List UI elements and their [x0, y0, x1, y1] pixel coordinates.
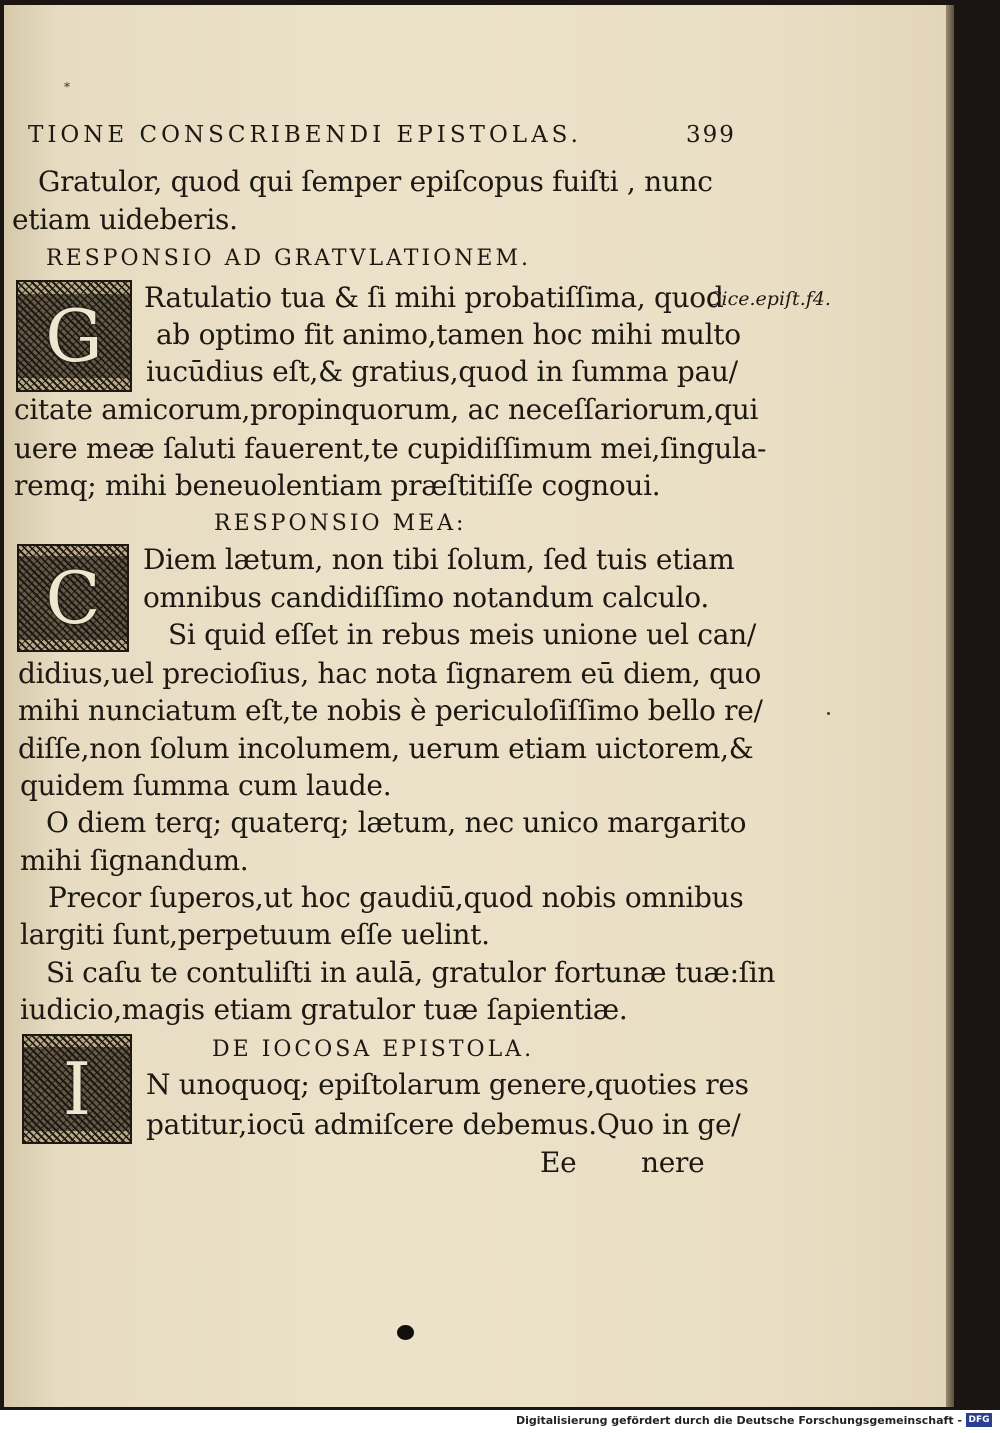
text-line: diſſe,non ſolum incolumem, uerum etiam uictorem,& [18, 732, 754, 765]
ink-blot [397, 1325, 414, 1340]
text-line: etiam uideberis. [12, 203, 238, 236]
text-line: ab optimo fit animo,tamen hoc mihi multo [156, 318, 741, 351]
dfg-logo: DFG [966, 1413, 992, 1427]
text-line: uere meæ ſaluti fauerent,te cupidiſſimum mei,ſingula- [14, 432, 767, 465]
text-line: remq; mihi beneuolentiam præſtitiſſe cognoui. [14, 469, 661, 502]
text-line: Si quid eſſet in rebus meis unione uel can/ [168, 618, 756, 651]
text-line: N unoquoq; epiſtolarum genere,quoties res [146, 1068, 749, 1101]
catchword: nere [641, 1146, 705, 1179]
decorated-initial-i: I [22, 1034, 132, 1144]
page-number: 399 [686, 122, 736, 148]
text-line: mihi nunciatum eſt,te nobis è periculoſiſſimo bello re/ [18, 694, 763, 727]
text-line: Precor ſuperos,ut hoc gaudiū,quod nobis omnibus [48, 881, 744, 914]
text-line: largiti ſunt,perpetuum eſſe uelint. [20, 918, 490, 951]
text-line: O diem terq; quaterq; lætum, nec unico margarito [46, 806, 747, 839]
page-edge [946, 5, 954, 1407]
decorated-initial-g: G [16, 280, 132, 392]
text-line: didius,uel precioſius, hac nota ſignarem eū diem, quo [18, 657, 762, 690]
text-line: patitur,iocū admiſcere debemus.Quo in ge/ [146, 1108, 741, 1141]
text-line: Diem lætum, non tibi ſolum, ſed tuis etiam [143, 543, 735, 576]
text-line: iucūdius eſt,& gratius,quod in ſumma pau/ [146, 355, 738, 388]
text-line: Gratulor, quod qui ſemper epiſcopus fuiſti , nunc [38, 165, 713, 198]
section-heading: RESPONSIO AD GRATVLATIONEM. [46, 246, 532, 271]
corner-mark: * [64, 80, 70, 94]
text-line: Si caſu te contuliſti in aulā, gratulor fortunæ tuæ:ſin [46, 956, 776, 989]
text-line: omnibus candidiſſimo notandum calculo. [143, 581, 709, 614]
text-line: iudicio,magis etiam gratulor tuæ ſapientiæ. [20, 993, 628, 1026]
section-heading: RESPONSIO MEA: [214, 511, 467, 536]
signature-mark: Ee [540, 1146, 577, 1179]
margin-note: Cice.epiſt.f4. [707, 288, 831, 310]
section-heading: DE IOCOSA EPISTOLA. [212, 1037, 535, 1062]
running-title: TIONE CONSCRIBENDI EPISTOLAS. [28, 122, 582, 148]
ink-speck [827, 712, 830, 715]
text-line: mihi ſignandum. [20, 844, 249, 877]
decorated-initial-c: C [17, 544, 129, 652]
text-line: citate amicorum,propinquorum, ac neceſſariorum,qui [14, 393, 759, 426]
text-line: quidem ſumma cum laude. [20, 769, 392, 802]
text-line: Ratulatio tua & ſi mihi probatiſſima, quod [144, 281, 724, 314]
funding-credit: Digitalisierung gefördert durch die Deutsche Forschungsgemeinschaft - [515, 1414, 962, 1427]
